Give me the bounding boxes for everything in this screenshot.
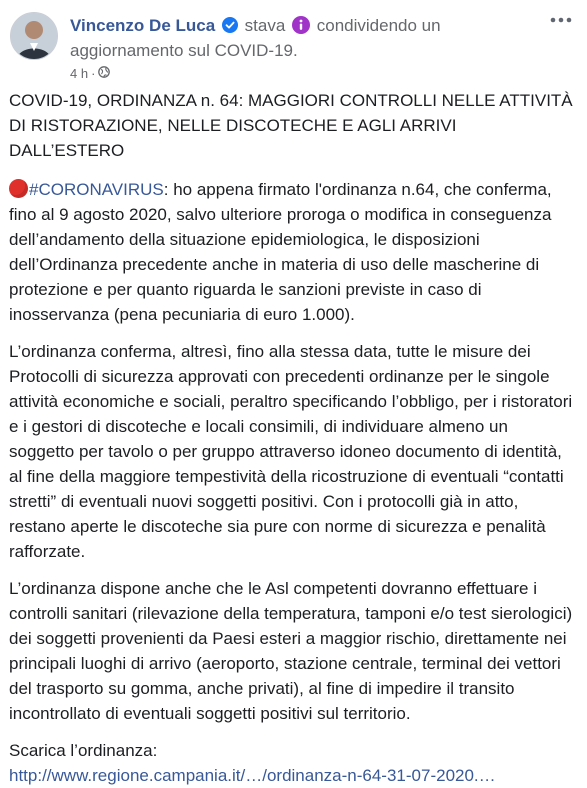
post-meta: [70, 66, 110, 81]
red-circle-emoji: [9, 179, 28, 198]
more-options-button[interactable]: [545, 8, 577, 32]
download-label: Scarica l’ordinanza:: [9, 741, 158, 760]
more-options-icon: [550, 17, 572, 23]
post-paragraph-2: L’ordinanza conferma, altresì, fino alla stessa data, tutte le misure dei Protocolli di sicurezza approvati con precedenti ordinanze per le singole attività economiche e sociali, peraltro specificando l’obbligo, per i ristoratori e i gestori di discoteche e locali consimili, di individuare almeno un soggetto per tavolo o per gruppo attraverso idoneo documento di identità, al fine della maggiore tempestività della ricostruzione di eventuali “contatti stretti” di eventuali nuovi soggetti positivi. Con i protocolli già in atto, restano aperte le discoteche sia pure con norme di sicurezza e penalità rafforzate.: [9, 342, 573, 561]
post-headline: COVID-19, ORDINANZA n. 64: MAGGIORI CONTROLLI NELLE ATTIVITÀ DI RISTORAZIONE, NELLE DISCOTECHE E AGLI ARRIVI DALL’ESTERO: [9, 91, 573, 160]
post-body: [9, 88, 575, 788]
post-paragraph-3: L’ordinanza dispone anche che le Asl competenti dovranno effettuare i controlli sanitari (rilevazione della temperatura, tamponi e/o test sierologici) dei soggetti provenienti da Paesi esteri a maggior rischio, direttamente nei principali luoghi di arrivo (aeroporto, stazione centrale, terminal dei vettori del trasporto su gomma, anche privati), al fine di impedire il transito incontrollato di eventuali soggetti positivi sul territorio.: [9, 579, 573, 723]
virus-info-icon: [292, 16, 310, 34]
globe-icon[interactable]: [98, 66, 110, 81]
ordinance-link[interactable]: http://www.regione.campania.it/…/ordinanza-n-64-31-07-2020.…: [9, 766, 496, 785]
activity-prefix: stava: [244, 16, 286, 35]
meta-separator: ·: [91, 66, 96, 81]
author-avatar[interactable]: [10, 12, 58, 60]
post-title-line: [70, 13, 550, 63]
verified-badge-icon: [222, 15, 238, 31]
hashtag-link[interactable]: #CORONAVIRUS: [29, 180, 164, 199]
author-name-link[interactable]: Vincenzo De Luca: [70, 16, 216, 35]
post-header: [10, 8, 577, 80]
post-timestamp[interactable]: 4 h: [70, 66, 89, 81]
post-paragraph-1: [9, 177, 575, 327]
paragraph-1-text: : ho appena firmato l'ordinanza n.64, che conferma, fino al 9 agosto 2020, salvo ulteriore proroga o modifica in conseguenza dell’andamento della situazione epidemiologica, le disposizioni dell’Ordinanza precedente anche in materia di uso delle mascherine di protezione e per quanto riguarda le sanzioni previste in caso di inosservanza (pena pecuniaria di euro 1.000).: [9, 180, 552, 324]
activity-text: condividendo un aggiornamento sul COVID-19.: [70, 16, 441, 60]
